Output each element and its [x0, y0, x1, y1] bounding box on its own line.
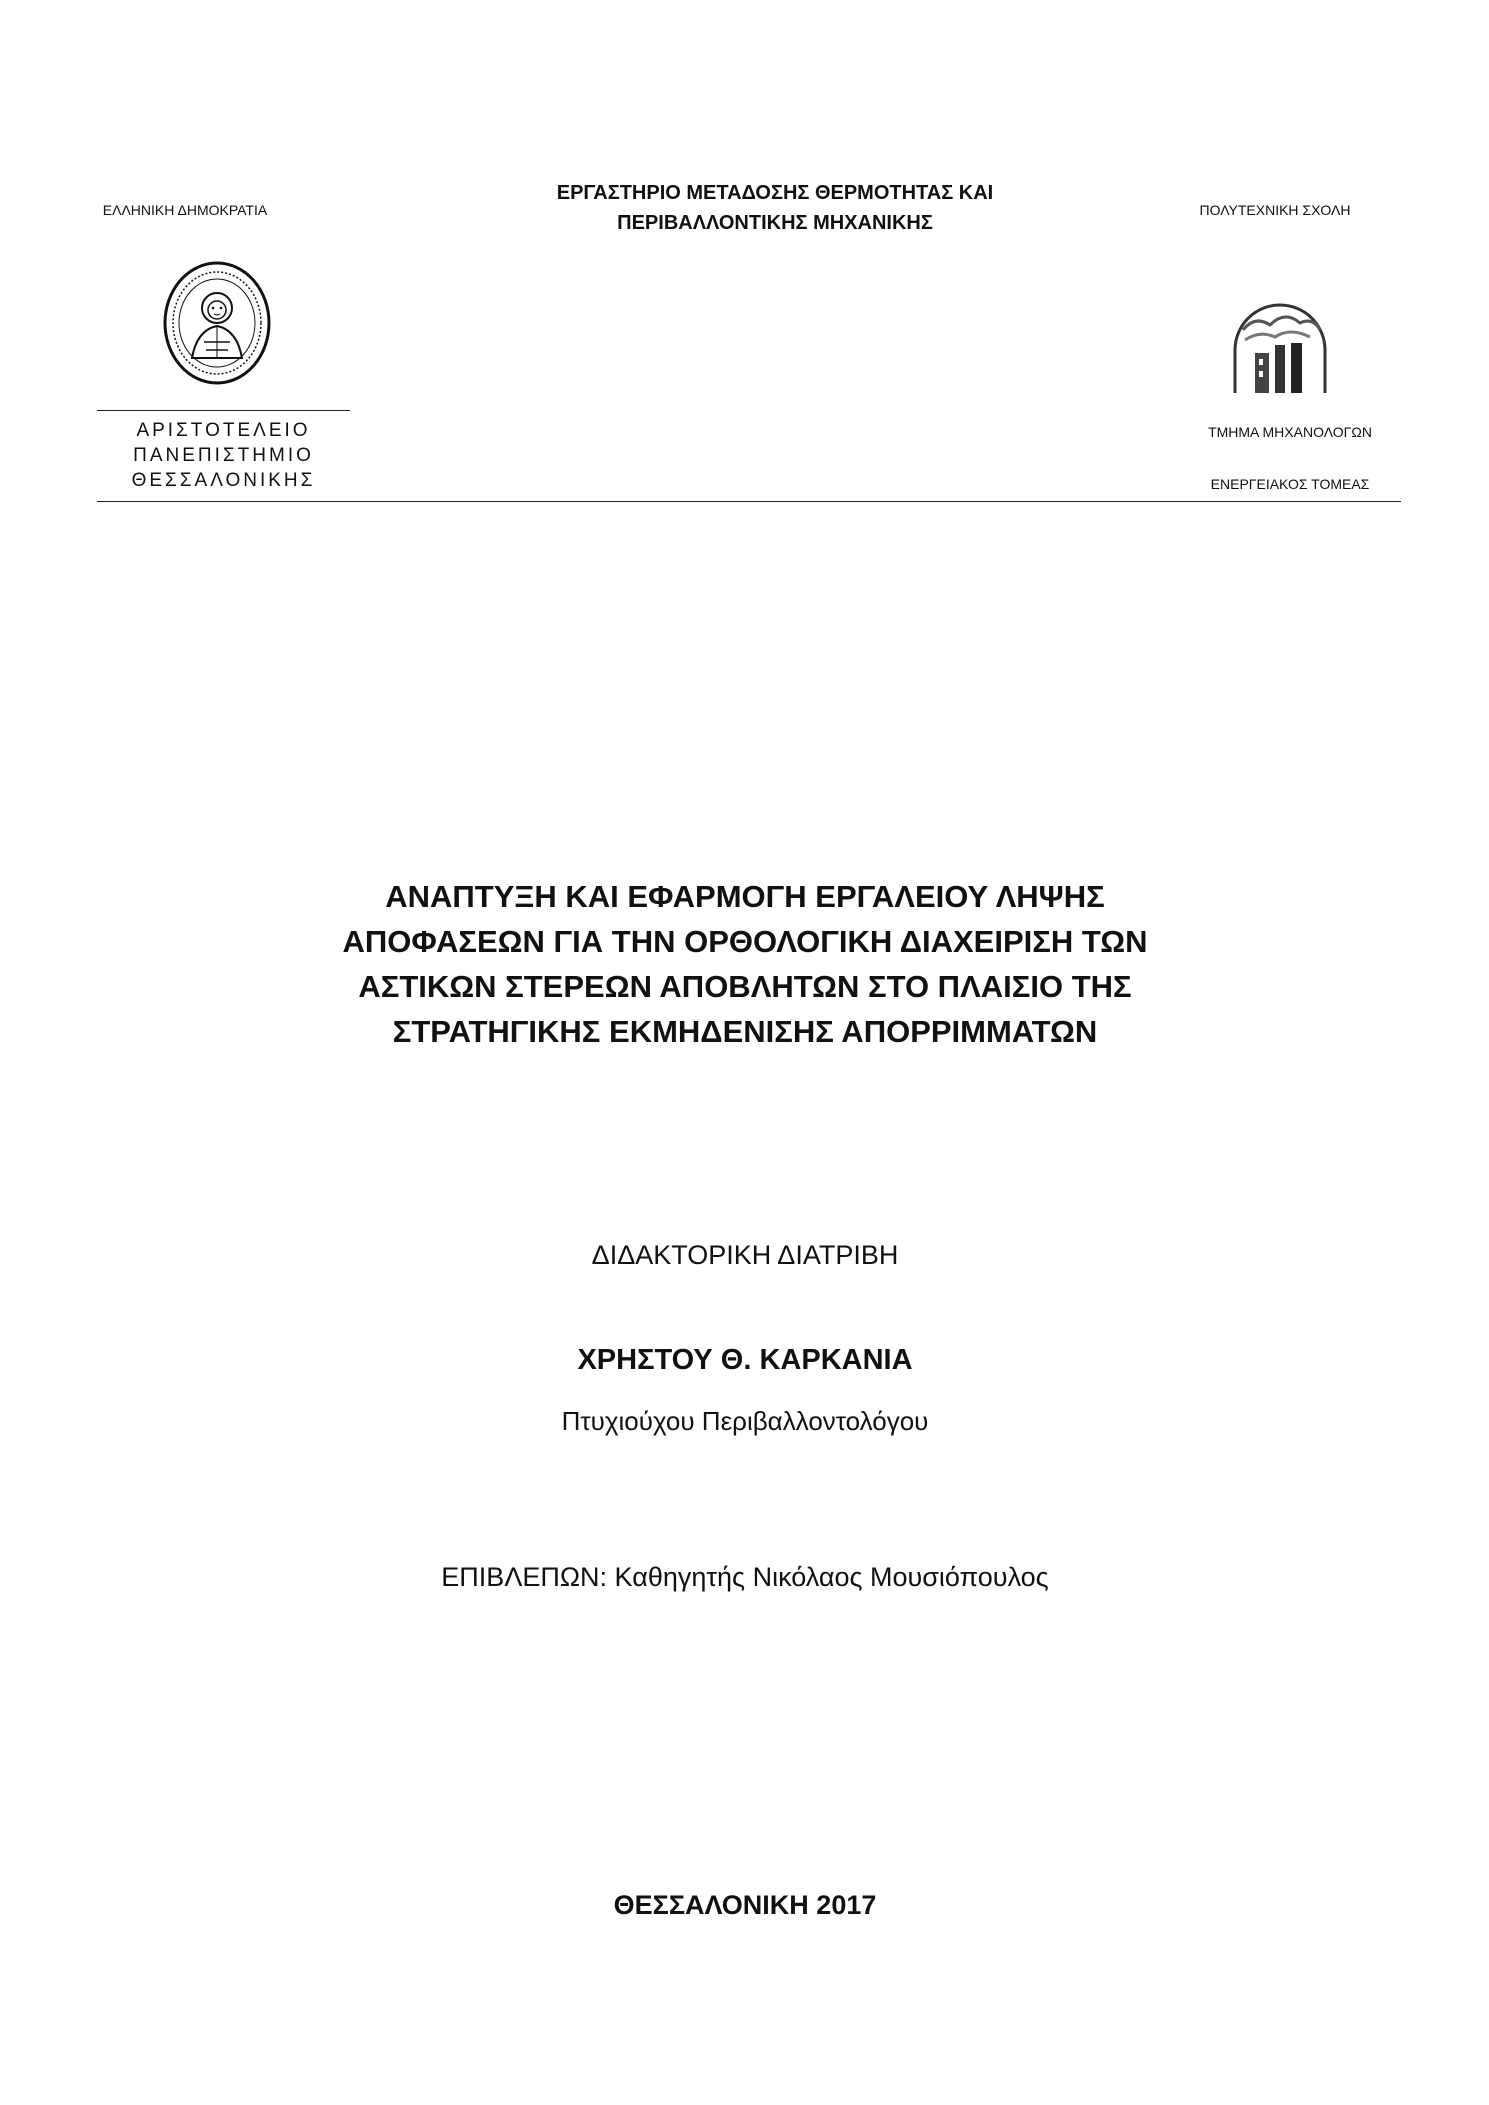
laboratory-title-line: ΕΡΓΑΣΤΗΡΙΟ ΜΕΤΑΔΟΣΗΣ ΘΕΡΜΟΤΗΤΑΣ ΚΑΙ — [556, 182, 994, 204]
supervisor: ΕΠΙΒΛΕΠΩΝ: Καθηγητής Νικόλαος Μουσιόπουλος — [441, 1562, 1049, 1592]
author-degree: Πτυχιούχου Περιβαλλοντολόγου — [561, 1406, 929, 1436]
mechanical-engineering-logo-icon — [1225, 295, 1335, 395]
country-label: ΕΛΛΗΝΙΚΗ ΔΗΜΟΚΡΑΤΙΑ — [102, 202, 268, 218]
thesis-title-line: ΑΣΤΙΚΩΝ ΣΤΕΡΕΩΝ ΑΠΟΒΛΗΤΩΝ ΣΤΟ ΠΛΑΙΣΙΟ ΤΗΣ — [358, 969, 1132, 1004]
thesis-title-line: ΣΤΡΑΤΗΓΙΚΗΣ ΕΚΜΗΔΕΝΙΣΗΣ ΑΠΟΡΡΙΜΜΑΤΩΝ — [392, 1014, 1098, 1049]
university-name-line: ΘΕΣΣΑΛΟΝΙΚΗΣ — [131, 470, 316, 491]
author-name: ΧΡΗΣΤΟΥ Θ. ΚΑΡΚΑΝΙΑ — [577, 1344, 913, 1376]
laboratory-title — [470, 178, 1080, 238]
university-name-line: ΠΑΝΕΠΙΣΤΗΜΙΟ — [133, 445, 314, 466]
university-seal-icon — [162, 260, 272, 390]
header-divider — [97, 501, 1401, 502]
laboratory-title-line: ΠΕΡΙΒΑΛΛΟΝΤΙΚΗΣ ΜΗΧΑΝΙΚΗΣ — [617, 212, 933, 234]
sector-label: ΕΝΕΡΓΕΙΑΚΟΣ ΤΟΜΕΑΣ — [1210, 476, 1370, 492]
thesis-title-line: ΑΝΑΠΤΥΞΗ ΚΑΙ ΕΦΑΡΜΟΓΗ ΕΡΓΑΛΕΙΟΥ ΛΗΨΗΣ — [385, 879, 1105, 914]
university-name-line: ΑΡΙΣΤΟΤΕΛΕΙΟ — [136, 420, 311, 441]
university-name-rule — [97, 410, 350, 411]
university-name — [97, 418, 350, 493]
document-type: ΔΙΔΑΚΤΟΡΙΚΗ ΔΙΑΤΡΙΒΗ — [591, 1240, 899, 1270]
thesis-title-line: ΑΠΟΦΑΣΕΩΝ ΓΙΑ ΤΗΝ ΟΡΘΟΛΟΓΙΚΗ ΔΙΑΧΕΙΡΙΣΗ ΤΩΝ — [342, 924, 1148, 959]
school-label: ΠΟΛΥΤΕΧΝΙΚΗ ΣΧΟΛΗ — [1199, 202, 1351, 218]
place-and-year: ΘΕΣΣΑΛΟΝΙΚΗ 2017 — [613, 1890, 877, 1920]
thesis-title — [200, 874, 1290, 1054]
department-label: ΤΜΗΜΑ ΜΗΧΑΝΟΛΟΓΩΝ — [1208, 424, 1372, 440]
